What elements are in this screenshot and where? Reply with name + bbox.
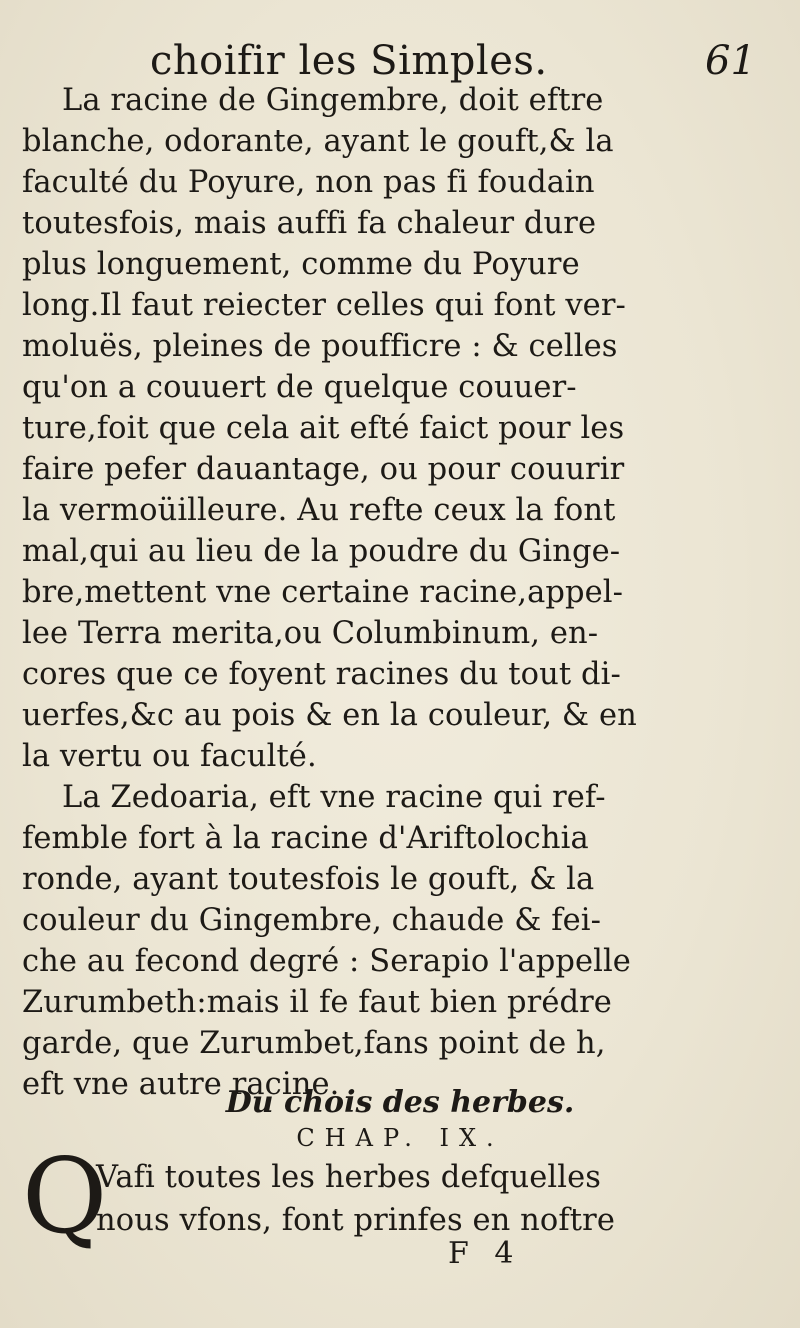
text-line: che au fecond degré : Serapio l'appelle [22, 944, 631, 979]
text-line: La Zedoaria, eft vne racine qui ref- [62, 780, 606, 815]
text-line: la vertu ou faculté. [22, 739, 317, 774]
text-line: nous vfons, font prinfes en noftre [96, 1203, 615, 1238]
signature-mark: F 4 [448, 1236, 522, 1271]
drop-cap: Q [22, 1135, 108, 1257]
text-line: faculté du Poyure, non pas fi foudain [22, 165, 595, 200]
text-line: mal,qui au lieu de la poudre du Ginge- [22, 534, 621, 569]
text-line: la vermoüilleure. Au refte ceux la font [22, 493, 616, 528]
text-line: long.Il faut reiecter celles qui font ver- [22, 288, 626, 323]
text-line: qu'on a couuert de quelque couuer- [22, 370, 577, 405]
text-line: cores que ce foyent racines du tout di- [22, 657, 621, 692]
text-line: toutesfois, mais auffi fa chaleur dure [22, 206, 597, 241]
page-number: 61 [705, 38, 756, 84]
text-line: bre,mettent vne certaine racine,appel- [22, 575, 624, 610]
text-line: garde, que Zurumbet,fans point de h, [22, 1026, 606, 1061]
text-line: La racine de Gingembre, doit eftre [62, 83, 604, 118]
section-subheading: Du chois des herbes. [225, 1085, 575, 1120]
text-line: couleur du Gingembre, chaude & fei- [22, 903, 602, 938]
main-text [22, 80, 792, 1105]
text-line: ture,foit que cela ait efté faict pour les [22, 411, 625, 446]
text-line: blanche, odorante, ayant le gouft,& la [22, 124, 614, 159]
text-line: ronde, ayant toutesfois le gouft, & la [22, 862, 595, 897]
chapter-text [96, 1156, 786, 1242]
text-line: faire pefer dauantage, ou pour couurir [22, 452, 625, 487]
text-line: uerfes,&c au pois & en la couleur, & en [22, 698, 637, 733]
text-line: Vafi toutes les herbes defquelles [96, 1160, 602, 1195]
text-line: femble fort à la racine d'Ariftolochia [22, 821, 589, 856]
text-line: Zurumbeth:mais il fe faut bien prédre [22, 985, 612, 1020]
text-line: plus longuement, comme du Poyure [22, 247, 580, 282]
text-line: eft vne autre racine. [22, 1067, 340, 1102]
running-title: choifir les Simples. [150, 38, 548, 84]
text-line: moluës, pleines de poufficre : & celles [22, 329, 618, 364]
text-line: lee Terra merita,ou Columbinum, en- [22, 616, 599, 651]
chapter-heading: CHAP. IX. [296, 1124, 504, 1152]
